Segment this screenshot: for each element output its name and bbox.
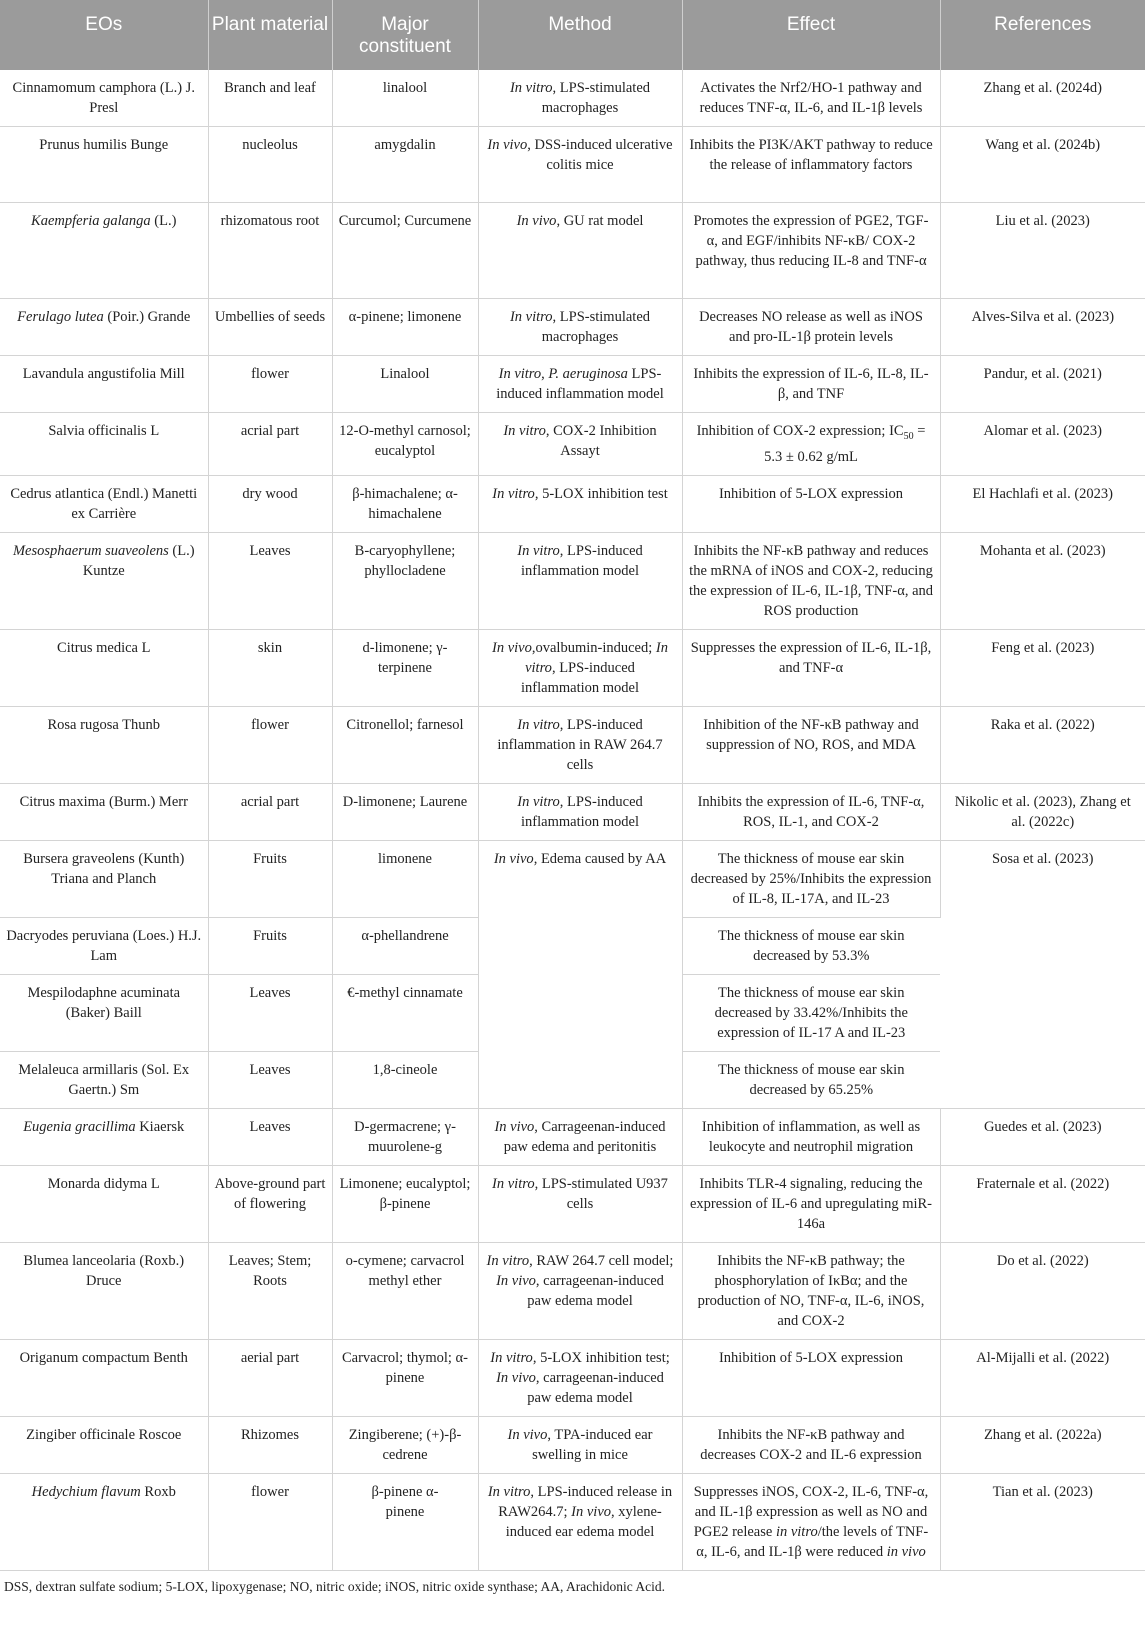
cell-reference: Pandur, et al. (2021) (940, 356, 1145, 413)
cell-eo: Citrus maxima (Burm.) Merr (0, 783, 208, 840)
effect-italic-2: in vivo (886, 1543, 926, 1560)
method-italic: In vitro (517, 716, 560, 733)
method-italic: In vivo (507, 1426, 548, 1443)
eo-italic: Hedychium flavum (31, 1483, 141, 1500)
cell-constituent: Linalool (332, 356, 478, 413)
cell-effect: Suppresses the expression of IL-6, IL-1β, and TNF-α (682, 629, 940, 706)
eo-text: (L.) Kuntze (82, 542, 195, 579)
cell-eo: Lavandula angustifolia Mill (0, 356, 208, 413)
constituent-text: β-pinene α-pinene (371, 1483, 439, 1520)
header-plant-material: Plant material (208, 0, 332, 70)
table-row (0, 203, 1145, 299)
table-row (0, 1165, 1145, 1242)
cell-plant: Leaves (208, 1108, 332, 1165)
eo-text: Kiaersk (135, 1118, 185, 1135)
cell-effect: The thickness of mouse ear skin decreased by 65.25% (682, 1051, 940, 1108)
cell-method (478, 629, 682, 706)
table-row (0, 475, 1145, 532)
cell-effect: Inhibition of 5-LOX expression (682, 1339, 940, 1416)
cell-plant: flower (208, 706, 332, 783)
method-text: , DSS-induced ulcerative colitis mice (527, 137, 673, 173)
method-italic: In vivo (487, 137, 528, 153)
cell-reference: Fraternale et al. (2022) (940, 1165, 1145, 1242)
effect-text: Inhibition of COX-2 expression; IC (696, 423, 904, 439)
method-text: , GU rat model (556, 213, 644, 229)
cell-constituent: D-limonene; Laurene (332, 783, 478, 840)
table-row (0, 629, 1145, 706)
cell-method (478, 1242, 682, 1339)
cell-eo: Mespilodaphne acuminata (Baker) Baill (0, 974, 208, 1051)
cell-effect: Inhibits the expression of IL-6, IL-8, IL-β, and TNF (682, 356, 940, 413)
method-text: , Edema caused by AA (533, 850, 667, 867)
cell-plant: Leaves (208, 1051, 332, 1108)
cell-effect: Decreases NO release as well as iNOS and pro-IL-1β protein levels (682, 299, 940, 356)
method-text-2: , xylene-induced ear edema model (505, 1503, 662, 1540)
eo-italic: Ferulago lutea (17, 309, 104, 325)
table-row (0, 1108, 1145, 1165)
method-italic-2: In vivo (496, 1272, 536, 1289)
eo-italic: Kaempferia galanga (31, 213, 151, 229)
cell-method (478, 203, 682, 299)
cell-plant: acrial part (208, 783, 332, 840)
cell-method (478, 70, 682, 127)
cell-plant: Leaves (208, 532, 332, 629)
cell-eo: Prunus humilis Bunge (0, 127, 208, 203)
cell-constituent: Zingiberene; (+)-β-cedrene (332, 1416, 478, 1473)
cell-method (478, 1473, 682, 1570)
cell-plant: Fruits (208, 917, 332, 974)
cell-constituent: D-germacrene; γ-muurolene-g (332, 1108, 478, 1165)
cell-reference: Zhang et al. (2022a) (940, 1416, 1145, 1473)
cell-constituent: 12-O-methyl carnosol; eucalyptol (332, 413, 478, 476)
method-text: , COX-2 Inhibition Assayt (545, 423, 657, 459)
cell-constituent: α-pinene; limonene (332, 299, 478, 356)
method-italic: In vitro (517, 793, 560, 810)
cell-reference: Wang et al. (2024b) (940, 127, 1145, 203)
cell-plant: acrial part (208, 413, 332, 476)
method-text: , LPS-stimulated U937 cells (534, 1175, 668, 1212)
cell-effect: Inhibits the PI3K/AKT pathway to reduce the release of inflammatory factors (682, 127, 940, 203)
cell-constituent: d-limonene; γ-terpinene (332, 629, 478, 706)
cell-effect: The thickness of mouse ear skin decreased by 33.42%/Inhibits the expression of IL-17 A and IL-23 (682, 974, 940, 1051)
eo-text: Roxb (140, 1483, 176, 1500)
cell-reference-merged: Sosa et al. (2023) (940, 840, 1145, 1108)
cell-effect: Promotes the expression of PGE2, TGF-α, and EGF/inhibits NF-κB/ COX-2 pathway, thus reducing IL-8 and TNF-α (682, 203, 940, 299)
cell-reference: Zhang et al. (2024d) (940, 70, 1145, 127)
header-effect: Effect (682, 0, 940, 70)
cell-plant: Leaves (208, 974, 332, 1051)
cell-method (478, 475, 682, 532)
cell-effect: Inhibition of the NF-κB pathway and suppression of NO, ROS, and MDA (682, 706, 940, 783)
cell-eo: Cedrus atlantica (Endl.) Manetti ex Carrière (0, 475, 208, 532)
table-row (0, 413, 1145, 476)
cell-eo (0, 203, 208, 299)
cell-constituent: α-phellandrene (332, 917, 478, 974)
method-text: , LPS-stimulated macrophages (541, 80, 651, 116)
cell-effect: Inhibition of inflammation, as well as leukocyte and neutrophil migration (682, 1108, 940, 1165)
cell-constituent: amygdalin (332, 127, 478, 203)
cell-method (478, 532, 682, 629)
cell-eo (0, 299, 208, 356)
cell-effect: Inhibition of 5-LOX expression (682, 475, 940, 532)
header-eos: EOs (0, 0, 208, 70)
cell-constituent: Carvacrol; thymol; α-pinene (332, 1339, 478, 1416)
method-text: , 5-LOX inhibition test (534, 485, 668, 502)
method-text: , LPS-induced inflammation model (521, 542, 643, 579)
cell-plant: aerial part (208, 1339, 332, 1416)
method-italic: In vitro (492, 485, 535, 502)
table-row (0, 1416, 1145, 1473)
table-row (0, 1242, 1145, 1339)
cell-reference: Tian et al. (2023) (940, 1473, 1145, 1570)
table-row (0, 706, 1145, 783)
method-text: , 5-LOX inhibition test; (532, 1349, 670, 1366)
cell-constituent: Citronellol; farnesol (332, 706, 478, 783)
method-text-2: , LPS-induced inflammation model (521, 659, 639, 696)
method-italic: In vitro (509, 309, 553, 325)
cell-method (478, 783, 682, 840)
eo-italic: Eugenia gracillima (23, 1118, 136, 1135)
method-italic-2: In vivo (496, 1369, 536, 1386)
cell-constituent: o-cymene; carvacrol methyl ether (332, 1242, 478, 1339)
cell-plant: flower (208, 1473, 332, 1570)
cell-reference: Liu et al. (2023) (940, 203, 1145, 299)
header-method: Method (478, 0, 682, 70)
cell-eo: Zingiber officinale Roscoe (0, 1416, 208, 1473)
method-text: , TPA-induced ear swelling in mice (532, 1426, 653, 1463)
cell-eo: Melaleuca armillaris (Sol. Ex Gaertn.) Sm (0, 1051, 208, 1108)
table-row (0, 356, 1145, 413)
cell-method (478, 1339, 682, 1416)
cell-method (478, 706, 682, 783)
method-italic: In vivo (493, 850, 534, 867)
cell-eo: Dacryodes peruviana (Loes.) H.J. Lam (0, 917, 208, 974)
cell-effect: Inhibits the NF-κB pathway and decreases COX-2 and IL-6 expression (682, 1416, 940, 1473)
cell-effect: Inhibits the expression of IL-6, TNF-α, ROS, IL-1, and COX-2 (682, 783, 940, 840)
eo-italic: Mesosphaerum suaveolens (12, 542, 169, 559)
cell-method-merged (478, 840, 682, 1108)
cell-plant: skin (208, 629, 332, 706)
cell-plant: flower (208, 356, 332, 413)
cell-eo: Blumea lanceolaria (Roxb.) Druce (0, 1242, 208, 1339)
cell-reference: Guedes et al. (2023) (940, 1108, 1145, 1165)
method-text: , RAW 264.7 cell model; (529, 1252, 674, 1269)
table-row (0, 299, 1145, 356)
eo-text: (Poir.) Grande (103, 309, 191, 325)
cell-eo: Bursera graveolens (Kunth) Triana and Planch (0, 840, 208, 917)
method-text-2: , carrageenan-induced paw edema model (527, 1369, 664, 1406)
cell-effect: The thickness of mouse ear skin decreased by 25%/Inhibits the expression of IL-8, IL-17A, and IL-23 (682, 840, 940, 917)
method-italic-2: In vitro (525, 639, 668, 676)
cell-reference: Alves-Silva et al. (2023) (940, 299, 1145, 356)
method-italic: In vitro (486, 1252, 530, 1269)
cell-eo (0, 532, 208, 629)
table-header-row (0, 0, 1145, 70)
effect-text-2: = 5.3 ± 0.62 g/mL (764, 423, 926, 465)
cell-reference: Do et al. (2022) (940, 1242, 1145, 1339)
cell-effect (682, 413, 940, 476)
effect-text: Suppresses iNOS, COX-2, IL-6, TNF-α, and IL-1β expression as well as NO and PGE2 release (693, 1483, 929, 1540)
cell-reference: Feng et al. (2023) (940, 629, 1145, 706)
table-row (0, 1339, 1145, 1416)
cell-effect: Activates the Nrf2/HO-1 pathway and reduces TNF-α, IL-6, and IL-1β levels (682, 70, 940, 127)
cell-constituent (332, 1473, 478, 1570)
method-italic: In vitro (487, 1483, 531, 1500)
cell-method (478, 356, 682, 413)
cell-reference: Nikolic et al. (2023), Zhang et al. (2022c) (940, 783, 1145, 840)
cell-method (478, 413, 682, 476)
cell-eo (0, 1108, 208, 1165)
cell-eo: Salvia officinalis L (0, 413, 208, 476)
cell-plant: Rhizomes (208, 1416, 332, 1473)
cell-constituent: €-methyl cinnamate (332, 974, 478, 1051)
method-text: ,ovalbumin-induced; (531, 639, 656, 656)
cell-effect: Inhibits the NF-κB pathway and reduces the mRNA of iNOS and COX-2, reducing the expression of IL-6, IL-1β, TNF-α, and ROS production (682, 532, 940, 629)
cell-eo: Rosa rugosa Thunb (0, 706, 208, 783)
method-text-2: , carrageenan-induced paw edema model (527, 1272, 664, 1309)
cell-constituent: linalool (332, 70, 478, 127)
cell-constituent: 1,8-cineole (332, 1051, 478, 1108)
cell-constituent: Limonene; eucalyptol; β-pinene (332, 1165, 478, 1242)
method-text-2: LPS-induced inflammation model (496, 366, 664, 402)
method-text: , LPS-stimulated macrophages (541, 309, 651, 345)
method-italic-2: P. aeruginosa (548, 366, 628, 382)
cell-constituent: β-himachalene; α-himachalene (332, 475, 478, 532)
cell-method (478, 1108, 682, 1165)
cell-effect: Inhibits TLR-4 signaling, reducing the expression of IL-6 and upregulating miR-146a (682, 1165, 940, 1242)
cell-eo (0, 1473, 208, 1570)
cell-effect: Inhibits the NF-κB pathway; the phosphorylation of IκBα; and the production of NO, TNF-α, IL-6, iNOS, and COX-2 (682, 1242, 940, 1339)
cell-constituent: Curcumol; Curcumene (332, 203, 478, 299)
effect-text-2: /the levels of TNF-α, IL-6, and IL-1β were reduced (696, 1523, 929, 1560)
method-text: , Carrageenan-induced paw edema and peritonitis (503, 1118, 666, 1155)
cell-eo: Monarda didyma L (0, 1165, 208, 1242)
cell-plant: Branch and leaf (208, 70, 332, 127)
method-text: , LPS-induced inflammation in RAW 264.7 cells (497, 716, 663, 773)
cell-plant: dry wood (208, 475, 332, 532)
cell-reference: Alomar et al. (2023) (940, 413, 1145, 476)
cell-method (478, 1165, 682, 1242)
cell-reference: Mohanta et al. (2023) (940, 532, 1145, 629)
method-italic: In vivo (494, 1118, 535, 1135)
method-italic: In vitro (490, 1349, 533, 1366)
eo-text: (L.) (150, 213, 177, 229)
cell-constituent: limonene (332, 840, 478, 917)
method-italic: In vitro (517, 542, 560, 559)
table-row (0, 70, 1145, 127)
cell-method (478, 299, 682, 356)
effect-subscript: 50 (903, 430, 914, 442)
method-italic-2: In vivo (571, 1503, 612, 1520)
method-italic: In vitro (498, 366, 542, 382)
cell-plant: Fruits (208, 840, 332, 917)
cell-reference: Al-Mijalli et al. (2022) (940, 1339, 1145, 1416)
header-references: References (940, 0, 1145, 70)
table-footnote: DSS, dextran sulfate sodium; 5-LOX, lipoxygenase; NO, nitric oxide; iNOS, nitric oxide synthase; AA, Arachidonic Acid. (4, 1578, 666, 1594)
effect-italic: in vitro (775, 1523, 818, 1540)
cell-eo: Origanum compactum Benth (0, 1339, 208, 1416)
table-row (0, 840, 1145, 917)
cell-plant: Umbellies of seeds (208, 299, 332, 356)
cell-effect (682, 1473, 940, 1570)
cell-eo: Citrus medica L (0, 629, 208, 706)
table-row (0, 1473, 1145, 1570)
cell-reference: Raka et al. (2022) (940, 706, 1145, 783)
cell-effect: The thickness of mouse ear skin decreased by 53.3% (682, 917, 940, 974)
header-major-constituent: Major constituent (332, 0, 478, 70)
cell-reference: El Hachlafi et al. (2023) (940, 475, 1145, 532)
method-text: , (541, 366, 549, 382)
method-text: , LPS-induced inflammation model (521, 793, 643, 830)
cell-plant: Above-ground part of flowering (208, 1165, 332, 1242)
method-italic: In vitro (503, 423, 546, 439)
cell-method (478, 1416, 682, 1473)
method-italic: In vivo (492, 639, 532, 656)
cell-plant: nucleolus (208, 127, 332, 203)
method-text: , LPS-induced release in RAW264.7; (498, 1483, 673, 1520)
cell-eo: Cinnamomum camphora (L.) J. Presl (0, 70, 208, 127)
table-row (0, 783, 1145, 840)
table-row (0, 532, 1145, 629)
cell-plant: rhizomatous root (208, 203, 332, 299)
cell-method (478, 127, 682, 203)
table-row (0, 127, 1145, 203)
method-italic: In vitro (492, 1175, 535, 1192)
method-italic: In vivo (516, 213, 557, 229)
cell-plant: Leaves; Stem; Roots (208, 1242, 332, 1339)
method-italic: In vitro (509, 80, 553, 96)
cell-constituent: Β-caryophyllene; phyllocladene (332, 532, 478, 629)
